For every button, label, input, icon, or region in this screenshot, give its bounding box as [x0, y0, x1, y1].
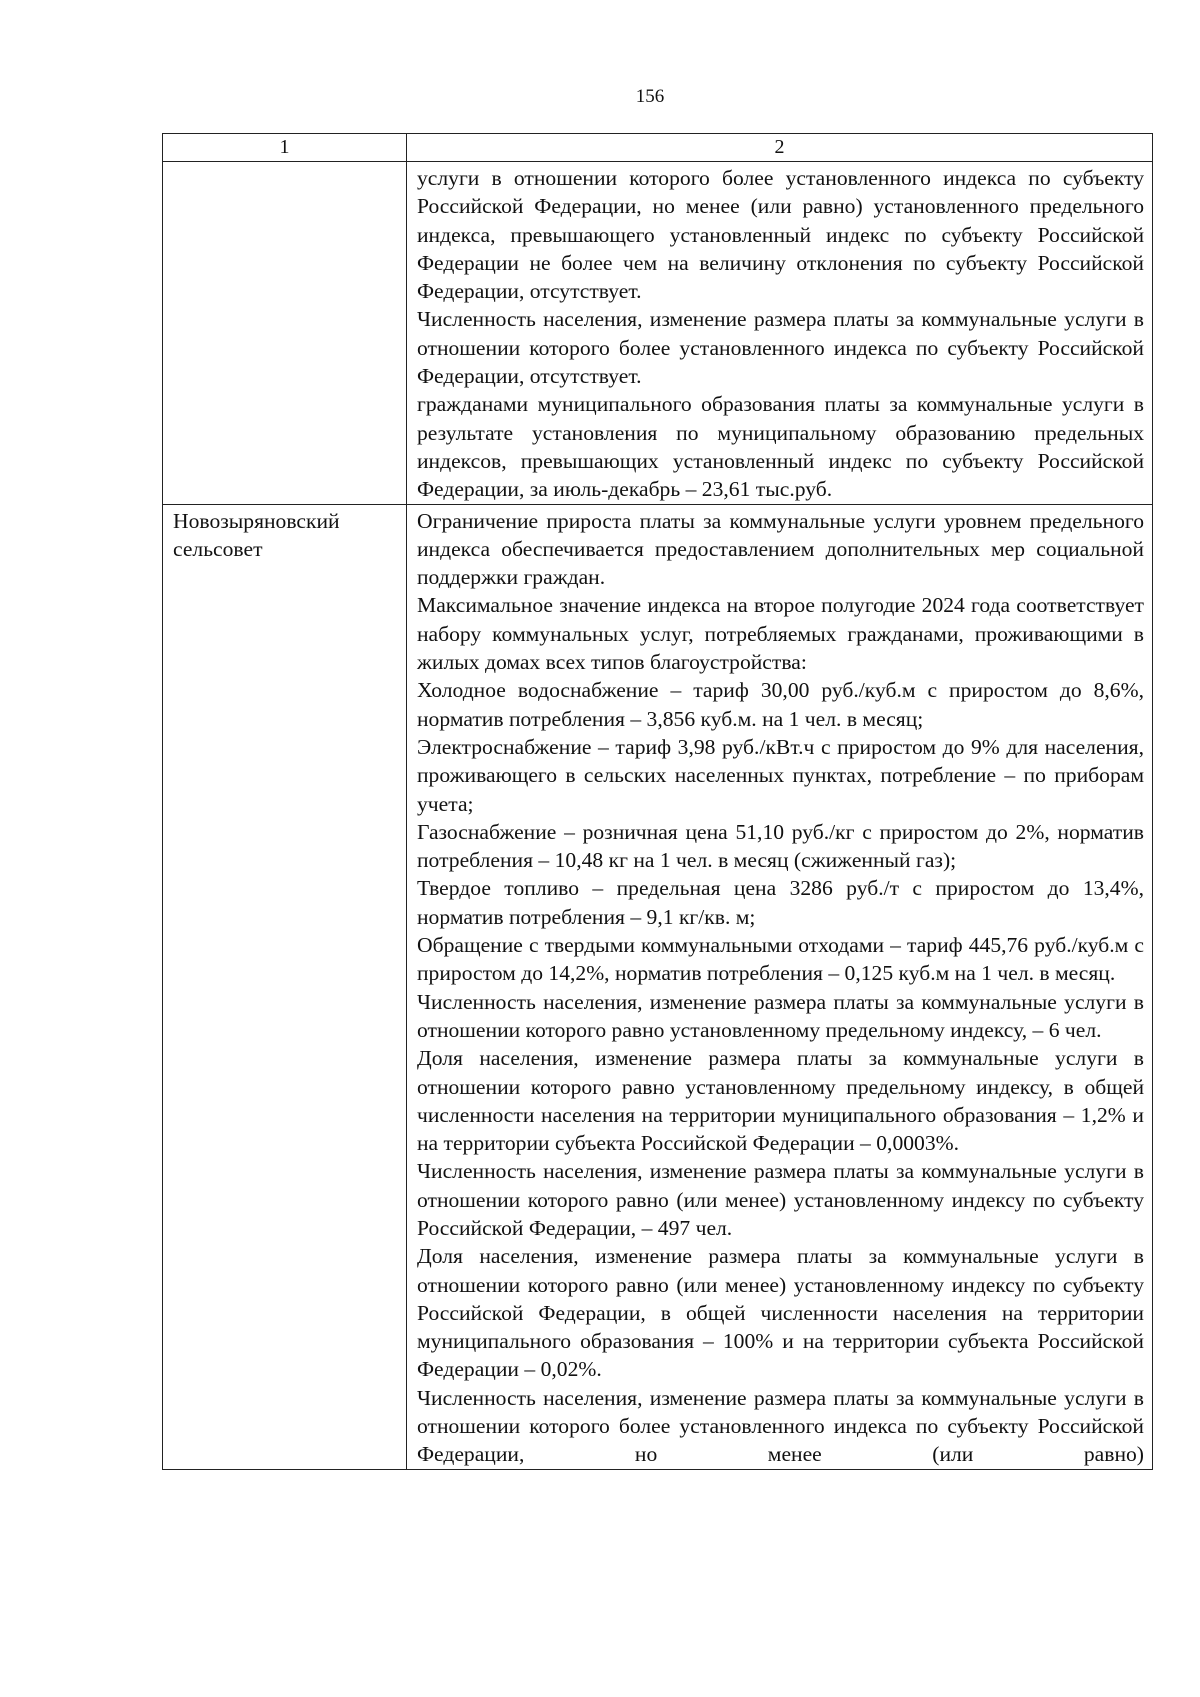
- column-header-2: 2: [407, 134, 1153, 162]
- table-row: [163, 504, 1153, 1469]
- paragraph: Ограничение прироста платы за коммунальные услуги уровнем предельного индекса обеспечивается предоставлением дополнительных мер социальной поддержки граждан.: [417, 508, 1144, 590]
- paragraph: Холодное водоснабжение – тариф 30,00 руб./куб.м с приростом до 8,6%, норматив потребления – 3,856 куб.м. на 1 чел. в месяц;: [417, 678, 1144, 731]
- paragraph: услуги в отношении которого более установленного индекса по субъекту Российской Федерации, но менее (или равно) установленного предельного индекса, превышающего установленный индекс по субъекту Российской Федерации не более чем на величину отклонения по субъекту Российской Федерации, отсутствует.: [417, 166, 1144, 304]
- paragraph: Численность населения, изменение размера платы за коммунальные услуги в отношении которого равно установленному предельному индексу, – 6 чел.: [417, 989, 1144, 1042]
- column-header-1: 1: [163, 134, 407, 162]
- paragraph: Доля населения, изменение размера платы за коммунальные услуги в отношении которого равно установленному предельному индексу, в общей численности населения на территории муниципального образования – 1,2% и на территории субъекта Российской Федерации – 0,0003%.: [417, 1046, 1144, 1156]
- paragraph: Твердое топливо – предельная цена 3286 руб./т с приростом до 13,4%, норматив потребления – 9,1 кг/кв. м;: [417, 876, 1144, 929]
- paragraph: Численность населения, изменение размера платы за коммунальные услуги в отношении которого более установленного индекса по субъекту Российской Федерации, но менее (или равно): [417, 1385, 1144, 1467]
- paragraph: гражданами муниципального образования платы за коммунальные услуги в результате установления по муниципальному образованию предельных индексов, превышающих установленный индекс по субъекту Российской Федерации, за июль-декабрь – 23,61 тыс.руб.: [417, 392, 1144, 502]
- paragraph: Доля населения, изменение размера платы за коммунальные услуги в отношении которого равно (или менее) установленному индексу по субъекту Российской Федерации, в общей численности населения на территории муниципального образования – 100% и на территории субъекта Российской Федерации – 0,02%.: [417, 1244, 1144, 1382]
- document-table: [162, 133, 1153, 1470]
- description-cell: [407, 162, 1153, 505]
- municipality-name-cell: Новозыряновский сельсовет: [163, 504, 407, 1469]
- paragraph: Обращение с твердыми коммунальными отходами – тариф 445,76 руб./куб.м с приростом до 14,2%, норматив потребления – 0,125 куб.м на 1 чел. в месяц.: [417, 933, 1144, 986]
- description-cell: [407, 504, 1153, 1469]
- page-number: 156: [635, 86, 665, 107]
- paragraph: Газоснабжение – розничная цена 51,10 руб./кг с приростом до 2%, норматив потребления – 10,48 кг на 1 чел. в месяц (сжиженный газ);: [417, 819, 1144, 873]
- paragraph: Численность населения, изменение размера платы за коммунальные услуги в отношении которого равно (или менее) установленному индексу по субъекту Российской Федерации, – 497 чел.: [417, 1159, 1144, 1240]
- paragraph: Численность населения, изменение размера платы за коммунальные услуги в отношении которого более установленного индекса по субъекту Российской Федерации, отсутствует.: [417, 307, 1144, 389]
- paragraph: Максимальное значение индекса на второе полугодие 2024 года соответствует набору коммунальных услуг, потребляемых гражданами, проживающими в жилых домах всех типов благоустройства:: [417, 593, 1144, 675]
- table-header-row: [163, 134, 1153, 162]
- municipality-name-cell: [163, 162, 407, 505]
- table-row: [163, 162, 1153, 505]
- paragraph: Электроснабжение – тариф 3,98 руб./кВт.ч с приростом до 9% для населения, проживающего в сельских населенных пунктах, потребление – по приборам учета;: [417, 734, 1144, 816]
